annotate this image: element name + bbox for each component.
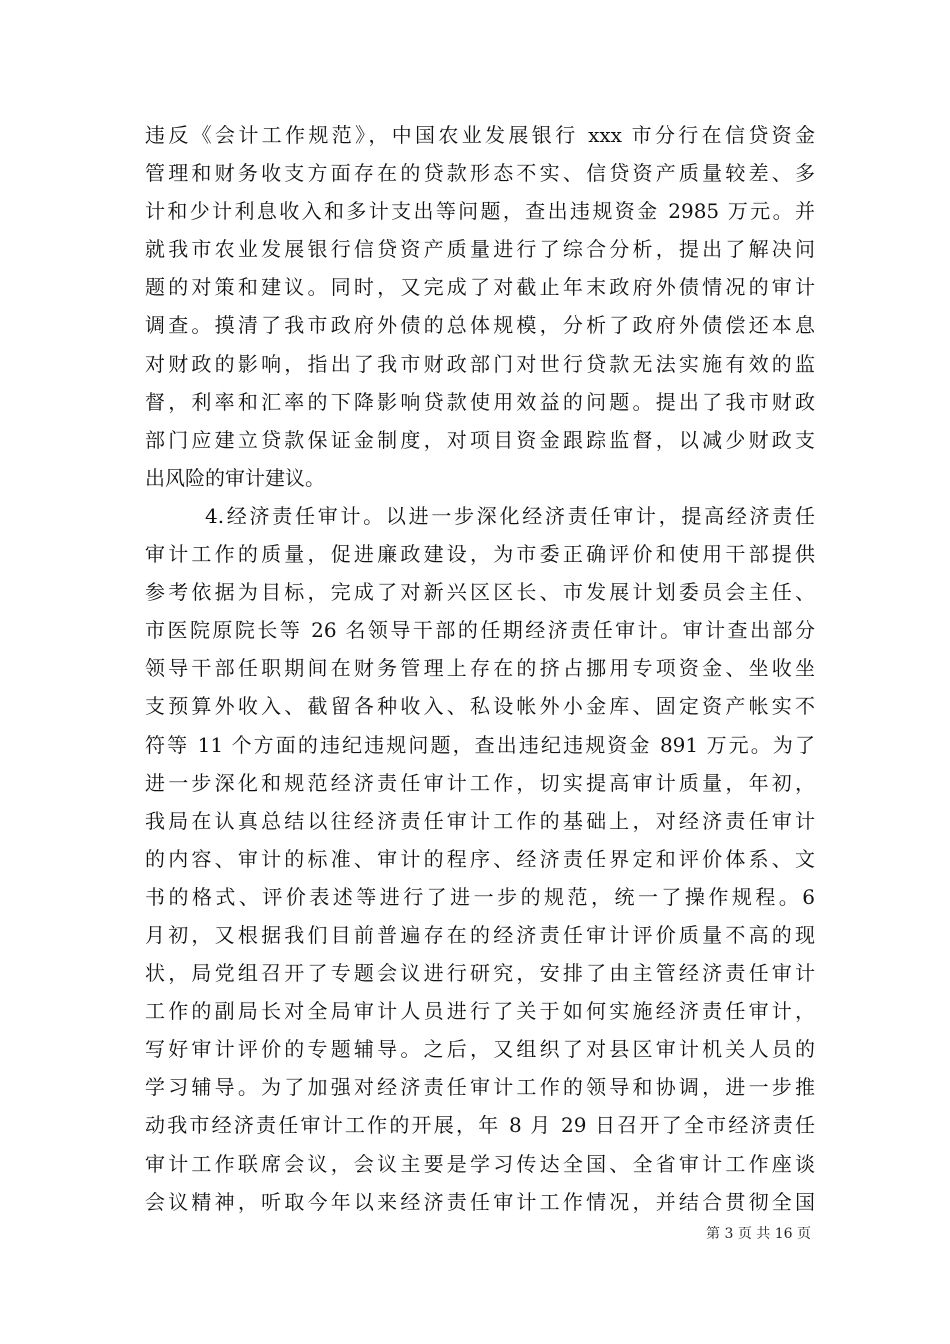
text-line: 会议精神，听取今年以来经济责任审计工作情况，并结合贯彻全国	[145, 1189, 815, 1214]
text-line: 就我市农业发展银行信贷资产质量进行了综合分析，提出了解决问	[145, 237, 815, 262]
text-line: 审计工作联席会议，会议主要是学习传达全国、全省审计工作座谈	[145, 1151, 815, 1176]
text-line: 支预算外收入、截留各种收入、私设帐外小金库、固定资产帐实不	[145, 694, 815, 719]
text-line: 的内容、审计的标准、审计的程序、经济责任界定和评价体系、文	[145, 846, 815, 871]
text-line: 市医院原院长等 26 名领导干部的任期经济责任审计。审计查出部分	[145, 618, 815, 643]
text-line: 月初，又根据我们目前普遍存在的经济责任审计评价质量不高的现	[145, 922, 815, 947]
text-line: 题的对策和建议。同时，又完成了对截止年末政府外债情况的审计	[145, 275, 815, 300]
body-text	[145, 116, 815, 1221]
text-line: 写好审计评价的专题辅导。之后，又组织了对县区审计机关人员的	[145, 1037, 815, 1062]
text-line: 审计工作的质量，促进廉政建设，为市委正确评价和使用干部提供	[145, 542, 815, 567]
page-number-footer: 第 3 页 共 16 页	[706, 1226, 811, 1242]
text-line: 部门应建立贷款保证金制度，对项目资金跟踪监督，以减少财政支	[145, 427, 815, 452]
text-line: 督，利率和汇率的下降影响贷款使用效益的问题。提出了我市财政	[145, 389, 815, 414]
text-line: 管理和财务收支方面存在的贷款形态不实、信贷资产质量较差、多	[145, 161, 815, 186]
text-line: 我局在认真总结以往经济责任审计工作的基础上，对经济责任审计	[145, 808, 815, 833]
text-line: 状，局党组召开了专题会议进行研究，安排了由主管经济责任审计	[145, 961, 815, 986]
text-line: 领导干部任职期间在财务管理上存在的挤占挪用专项资金、坐收坐	[145, 656, 815, 681]
text-line: 4.经济责任审计。以进一步深化经济责任审计，提高经济责任	[205, 503, 815, 528]
text-line: 出风险的审计建议。	[145, 465, 325, 490]
text-line: 对财政的影响，指出了我市财政部门对世行贷款无法实施有效的监	[145, 351, 815, 376]
text-line: 工作的副局长对全局审计人员进行了关于如何实施经济责任审计，	[145, 999, 815, 1024]
text-line: 进一步深化和规范经济责任审计工作，切实提高审计质量，年初，	[145, 770, 815, 795]
text-line: 调查。摸清了我市政府外债的总体规模，分析了政府外债偿还本息	[145, 313, 815, 338]
text-line: 符等 11 个方面的违纪违规问题，查出违纪违规资金 891 万元。为了	[145, 732, 815, 757]
text-line: 书的格式、评价表述等进行了进一步的规范，统一了操作规程。6	[145, 884, 815, 909]
text-line: 计和少计利息收入和多计支出等问题，查出违规资金 2985 万元。并	[145, 199, 815, 224]
text-line: 违反《会计工作规范》，中国农业发展银行 xxx 市分行在信贷资金	[145, 123, 815, 147]
text-line: 学习辅导。为了加强对经济责任审计工作的领导和协调，进一步推	[145, 1075, 815, 1100]
text-line: 动我市经济责任审计工作的开展，年 8 月 29 日召开了全市经济责任	[145, 1113, 815, 1138]
text-line: 参考依据为目标，完成了对新兴区区长、市发展计划委员会主任、	[145, 580, 815, 605]
